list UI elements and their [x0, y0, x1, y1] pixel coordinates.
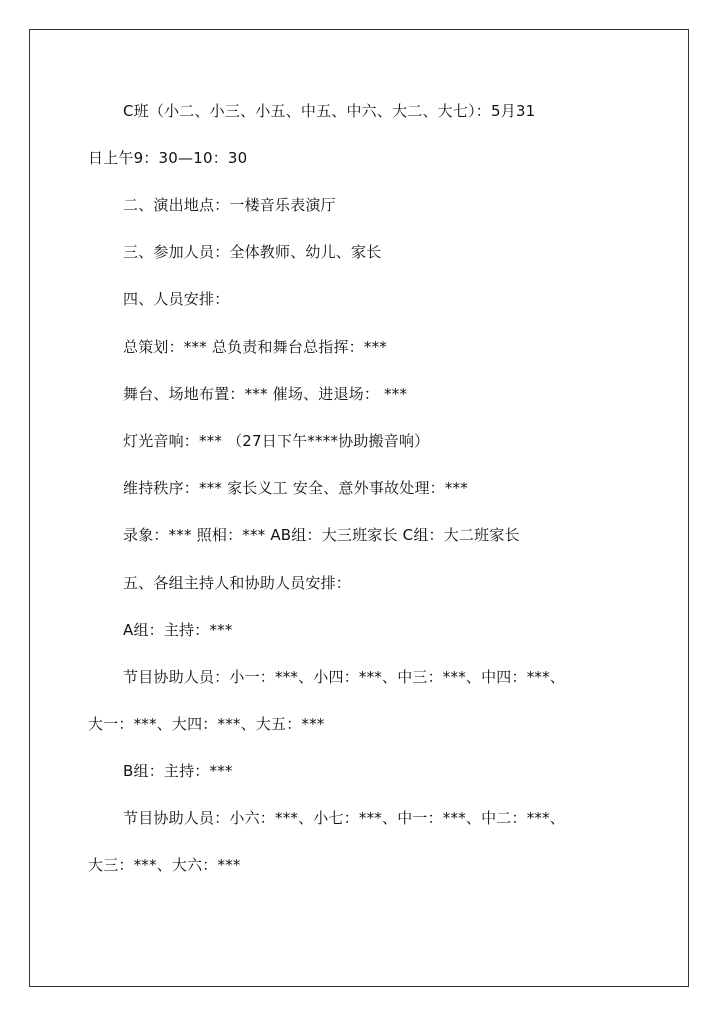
text-line-b-group-assistants: 节目协助人员：小六：***、小七：***、中一：***、中二：***、 [123, 809, 566, 827]
text-line-b-group-host: B组：主持：*** [123, 762, 233, 780]
text-line-stage-setup: 舞台、场地布置：*** 催场、进退场： *** [123, 385, 408, 403]
text-line-staffing-heading: 四、人员安排： [123, 290, 230, 308]
text-line-order-safety: 维持秩序：*** 家长义工 安全、意外事故处理：*** [123, 479, 468, 497]
text-line-a-group-host: A组：主持：*** [123, 621, 233, 639]
page-border [29, 29, 689, 987]
text-line-c-group-schedule: C班（小二、小三、小五、中五、中六、大二、大七）：5月31 [123, 102, 536, 120]
text-line-participants: 三、参加人员：全体教师、幼儿、家长 [123, 243, 382, 261]
text-line-c-group-time: 日上午9：30—10：30 [88, 149, 248, 167]
text-line-planner: 总策划：*** 总负责和舞台总指挥：*** [123, 338, 387, 356]
text-line-a-group-assistants-cont: 大一：***、大四：***、大五：*** [88, 715, 325, 733]
text-line-b-group-assistants-cont: 大三：***、大六：*** [88, 856, 241, 874]
text-line-a-group-assistants: 节目协助人员：小一：***、小四：***、中三：***、中四：***、 [123, 668, 566, 686]
text-line-lighting-sound: 灯光音响：*** （27日下午****协助搬音响） [123, 432, 430, 450]
text-line-video-photo: 录象：*** 照相：*** AB组：大三班家长 C组：大二班家长 [123, 526, 520, 544]
text-line-venue: 二、演出地点：一楼音乐表演厅 [123, 196, 336, 214]
text-line-hosts-heading: 五、各组主持人和协助人员安排： [123, 574, 352, 592]
